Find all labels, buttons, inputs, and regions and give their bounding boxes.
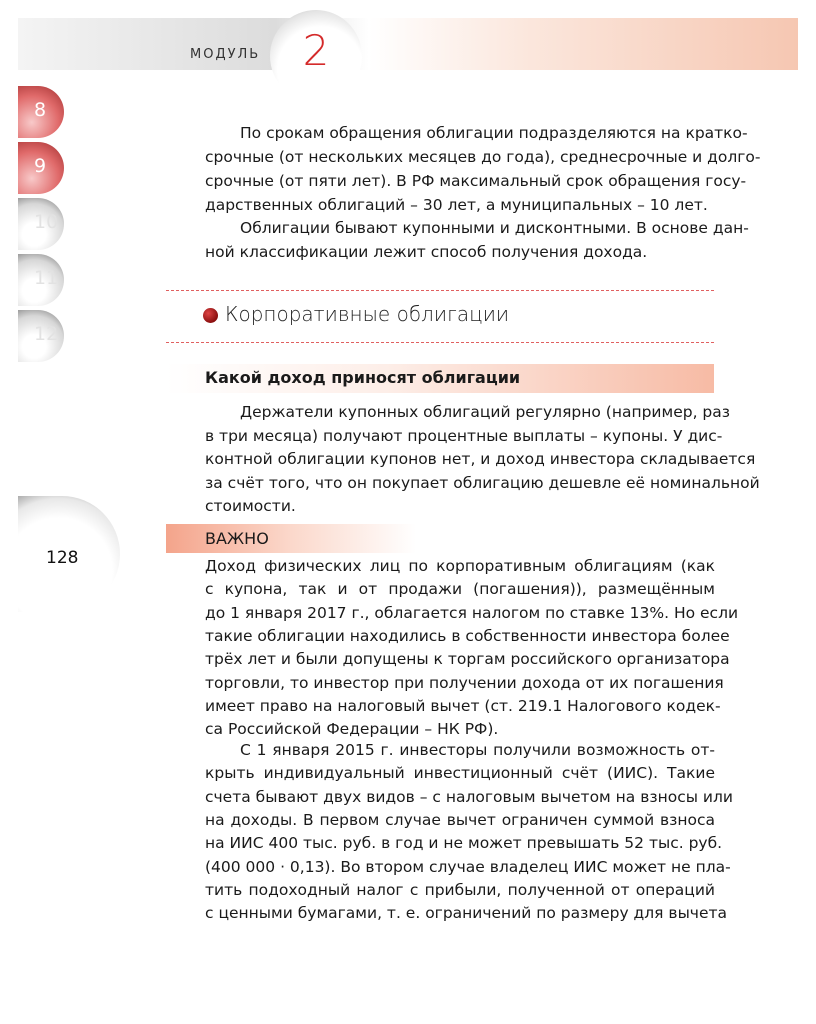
page-number-badge (18, 496, 120, 612)
subheading: Какой доход приносят облигации (205, 368, 521, 387)
important-label: ВАЖНО (205, 529, 269, 548)
divider (166, 290, 714, 291)
tab-label: 8 (34, 99, 47, 121)
module-number-badge (270, 10, 362, 102)
para2-line: Облигации бывают купонными и дисконтными. В основе дан- (240, 219, 749, 237)
module-number: 2 (302, 26, 330, 75)
para5-line: С 1 января 2015 г. инвесторы получили возможность от- (240, 741, 715, 759)
para1-line: дарственных облигаций – 30 лет, а муниципальных – 10 лет. (205, 196, 708, 214)
para1-line: срочные (от пяти лет). В РФ максимальный срок обращения госу- (205, 172, 747, 190)
para5-line: на доходы. В первом случае вычет ограничен суммой взноса (205, 810, 715, 829)
important-bar (166, 524, 416, 553)
para5-line: (400 000 · 0,13). Во втором случае владелец ИИС может не пла- (205, 857, 731, 876)
para4-line: имеет право на налоговый вычет (ст. 219.1 Налогового кодек- (205, 696, 721, 715)
para4-line: такие облигации находились в собственности инвестора более (205, 626, 730, 645)
para1-line: По срокам обращения облигации подразделяются на кратко- (240, 124, 748, 142)
page-number: 128 (46, 548, 79, 568)
subheading-bar (166, 364, 714, 393)
para1-line: срочные (от нескольких месяцев до года), среднесрочные и долго- (205, 148, 761, 166)
chapter-tab-8[interactable] (18, 86, 64, 138)
para3-line: Держатели купонных облигаций регулярно (например, раз (240, 403, 730, 421)
para2-line: ной классификации лежит способ получения дохода. (205, 243, 648, 261)
module-header-band (18, 18, 798, 70)
para4-line: с купона, так и от продажи (погашения)), размещённым (205, 580, 715, 599)
section-title: Корпоративные облигации (225, 302, 510, 326)
chapter-tab-10[interactable] (18, 198, 64, 250)
tab-label: 10 (34, 211, 59, 233)
chapter-tab-12[interactable] (18, 310, 64, 362)
tab-label: 12 (34, 323, 59, 345)
tab-label: 11 (34, 267, 59, 289)
para5-line: с ценными бумагами, т. е. ограничений по размеру для вычета (205, 904, 728, 923)
module-label: МОДУЛЬ (190, 47, 261, 62)
para4-line: до 1 января 2017 г., облагается налогом по ставке 13%. Но если (205, 603, 739, 622)
para3-line: за счёт того, что он покупает облигацию дешевле её номинальной (205, 473, 760, 492)
para5-line: тить подоходный налог с прибыли, полученной от операций (205, 880, 715, 899)
para5-line: крыть индивидуальный инвестиционный счёт (ИИС). Такие (205, 764, 715, 783)
para4-line: са Российской Федерации – НК РФ). (205, 720, 499, 739)
para4-line: трёх лет и были допущены к торгам российского организатора (205, 650, 730, 669)
para3-line: в три месяца) получают процентные выплаты – купоны. У дис- (205, 426, 723, 445)
divider (166, 342, 714, 343)
chapter-tab-9[interactable] (18, 142, 64, 194)
chapter-tab-11[interactable] (18, 254, 64, 306)
para3-line: стоимости. (205, 497, 296, 515)
para5-line: на ИИС 400 тыс. руб. в год и не может превышать 52 тыс. руб. (205, 834, 723, 853)
para5-line: счета бывают двух видов – с налоговым вычетом на взносы или (205, 787, 733, 806)
para3-line: контной облигации купонов нет, и доход инвестора складывается (205, 450, 756, 468)
tab-label: 9 (34, 155, 47, 177)
para4-line: торговли, то инвестор при получении дохода от их погашения (205, 673, 724, 692)
para4-line: Доход физических лиц по корпоративным облигациям (как (205, 557, 715, 575)
